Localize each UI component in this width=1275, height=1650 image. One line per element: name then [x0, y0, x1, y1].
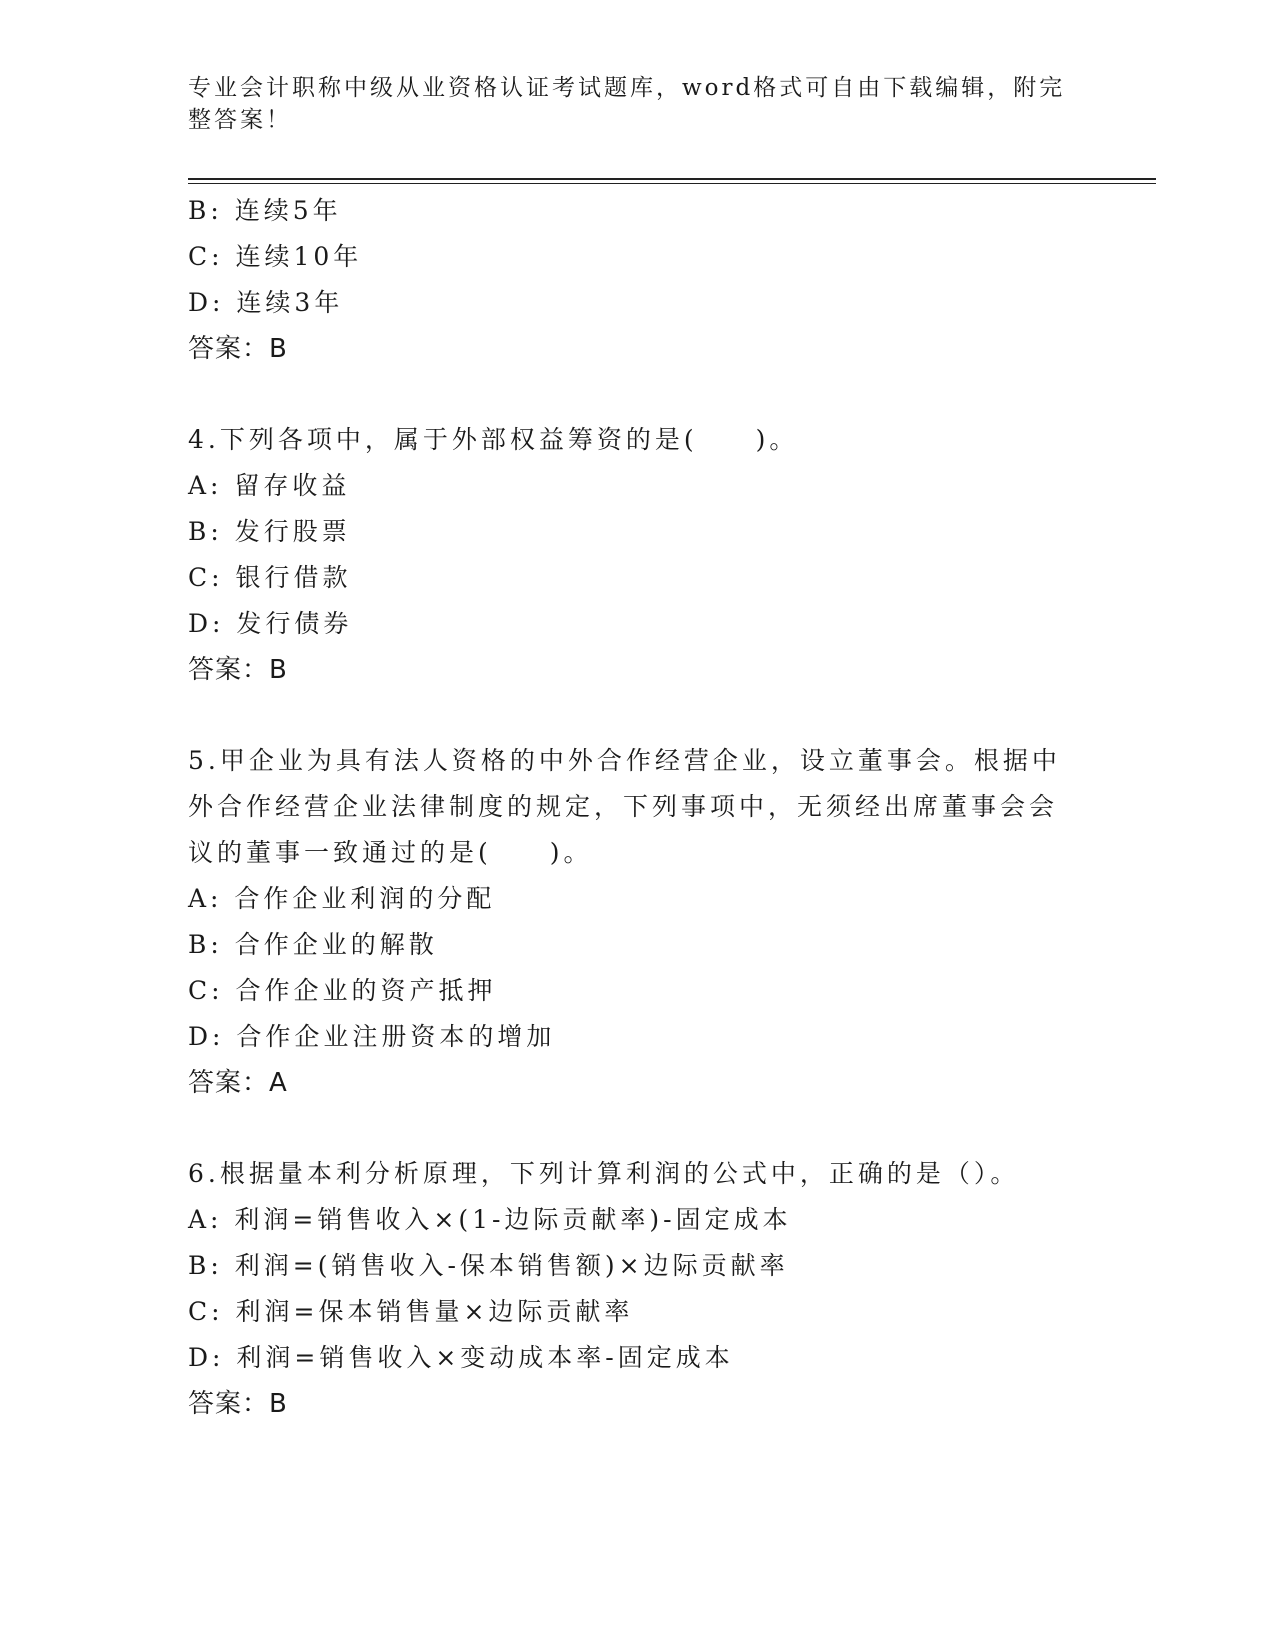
option-c: C: 连续10年 — [188, 242, 363, 271]
option-a: A: 利润=销售收入×(1-边际贡献率)-固定成本 — [188, 1205, 792, 1234]
option-d: D: 利润=销售收入×变动成本率-固定成本 — [188, 1343, 734, 1372]
option-a: A: 合作企业利润的分配 — [188, 884, 496, 913]
option-d: D: 连续3年 — [188, 288, 344, 317]
question-block — [188, 738, 1068, 1106]
answer-line: 答案：B — [188, 334, 288, 364]
question-stem: 5.甲企业为具有法人资格的中外合作经营企业，设立董事会。根据中外合作经营企业法律制度的规定，下列事项中，无须经出席董事会会议的董事一致通过的是( )。 — [188, 746, 1061, 867]
question-block — [188, 188, 1068, 372]
answer-line: 答案：B — [188, 1389, 288, 1419]
page-header-text: 专业会计职称中级从业资格认证考试题库，word格式可自由下载编辑，附完整答案！ — [188, 75, 1066, 133]
question-block — [188, 1151, 1068, 1427]
header-rule-thick — [188, 178, 1156, 180]
question-stem: 4.下列各项中，属于外部权益筹资的是( )。 — [188, 425, 799, 454]
answer-line: 答案：A — [188, 1068, 288, 1098]
option-c: C: 银行借款 — [188, 563, 352, 592]
header-rule-thin — [188, 183, 1156, 184]
answer-line: 答案：B — [188, 655, 288, 685]
option-b: B: 利润=(销售收入-保本销售额)×边际贡献率 — [188, 1251, 789, 1280]
option-b: B: 连续5年 — [188, 196, 342, 225]
question-block — [188, 417, 1068, 693]
option-b: B: 合作企业的解散 — [188, 930, 438, 959]
question-stem: 6.根据量本利分析原理，下列计算利润的公式中，正确的是（）。 — [188, 1159, 1020, 1188]
option-c: C: 合作企业的资产抵押 — [188, 976, 497, 1005]
question-list — [188, 188, 1068, 1427]
option-d: D: 发行债券 — [188, 609, 353, 638]
option-d: D: 合作企业注册资本的增加 — [188, 1022, 556, 1051]
option-b: B: 发行股票 — [188, 517, 351, 546]
option-a: A: 留存收益 — [188, 471, 351, 500]
option-c: C: 利润=保本销售量×边际贡献率 — [188, 1297, 634, 1326]
